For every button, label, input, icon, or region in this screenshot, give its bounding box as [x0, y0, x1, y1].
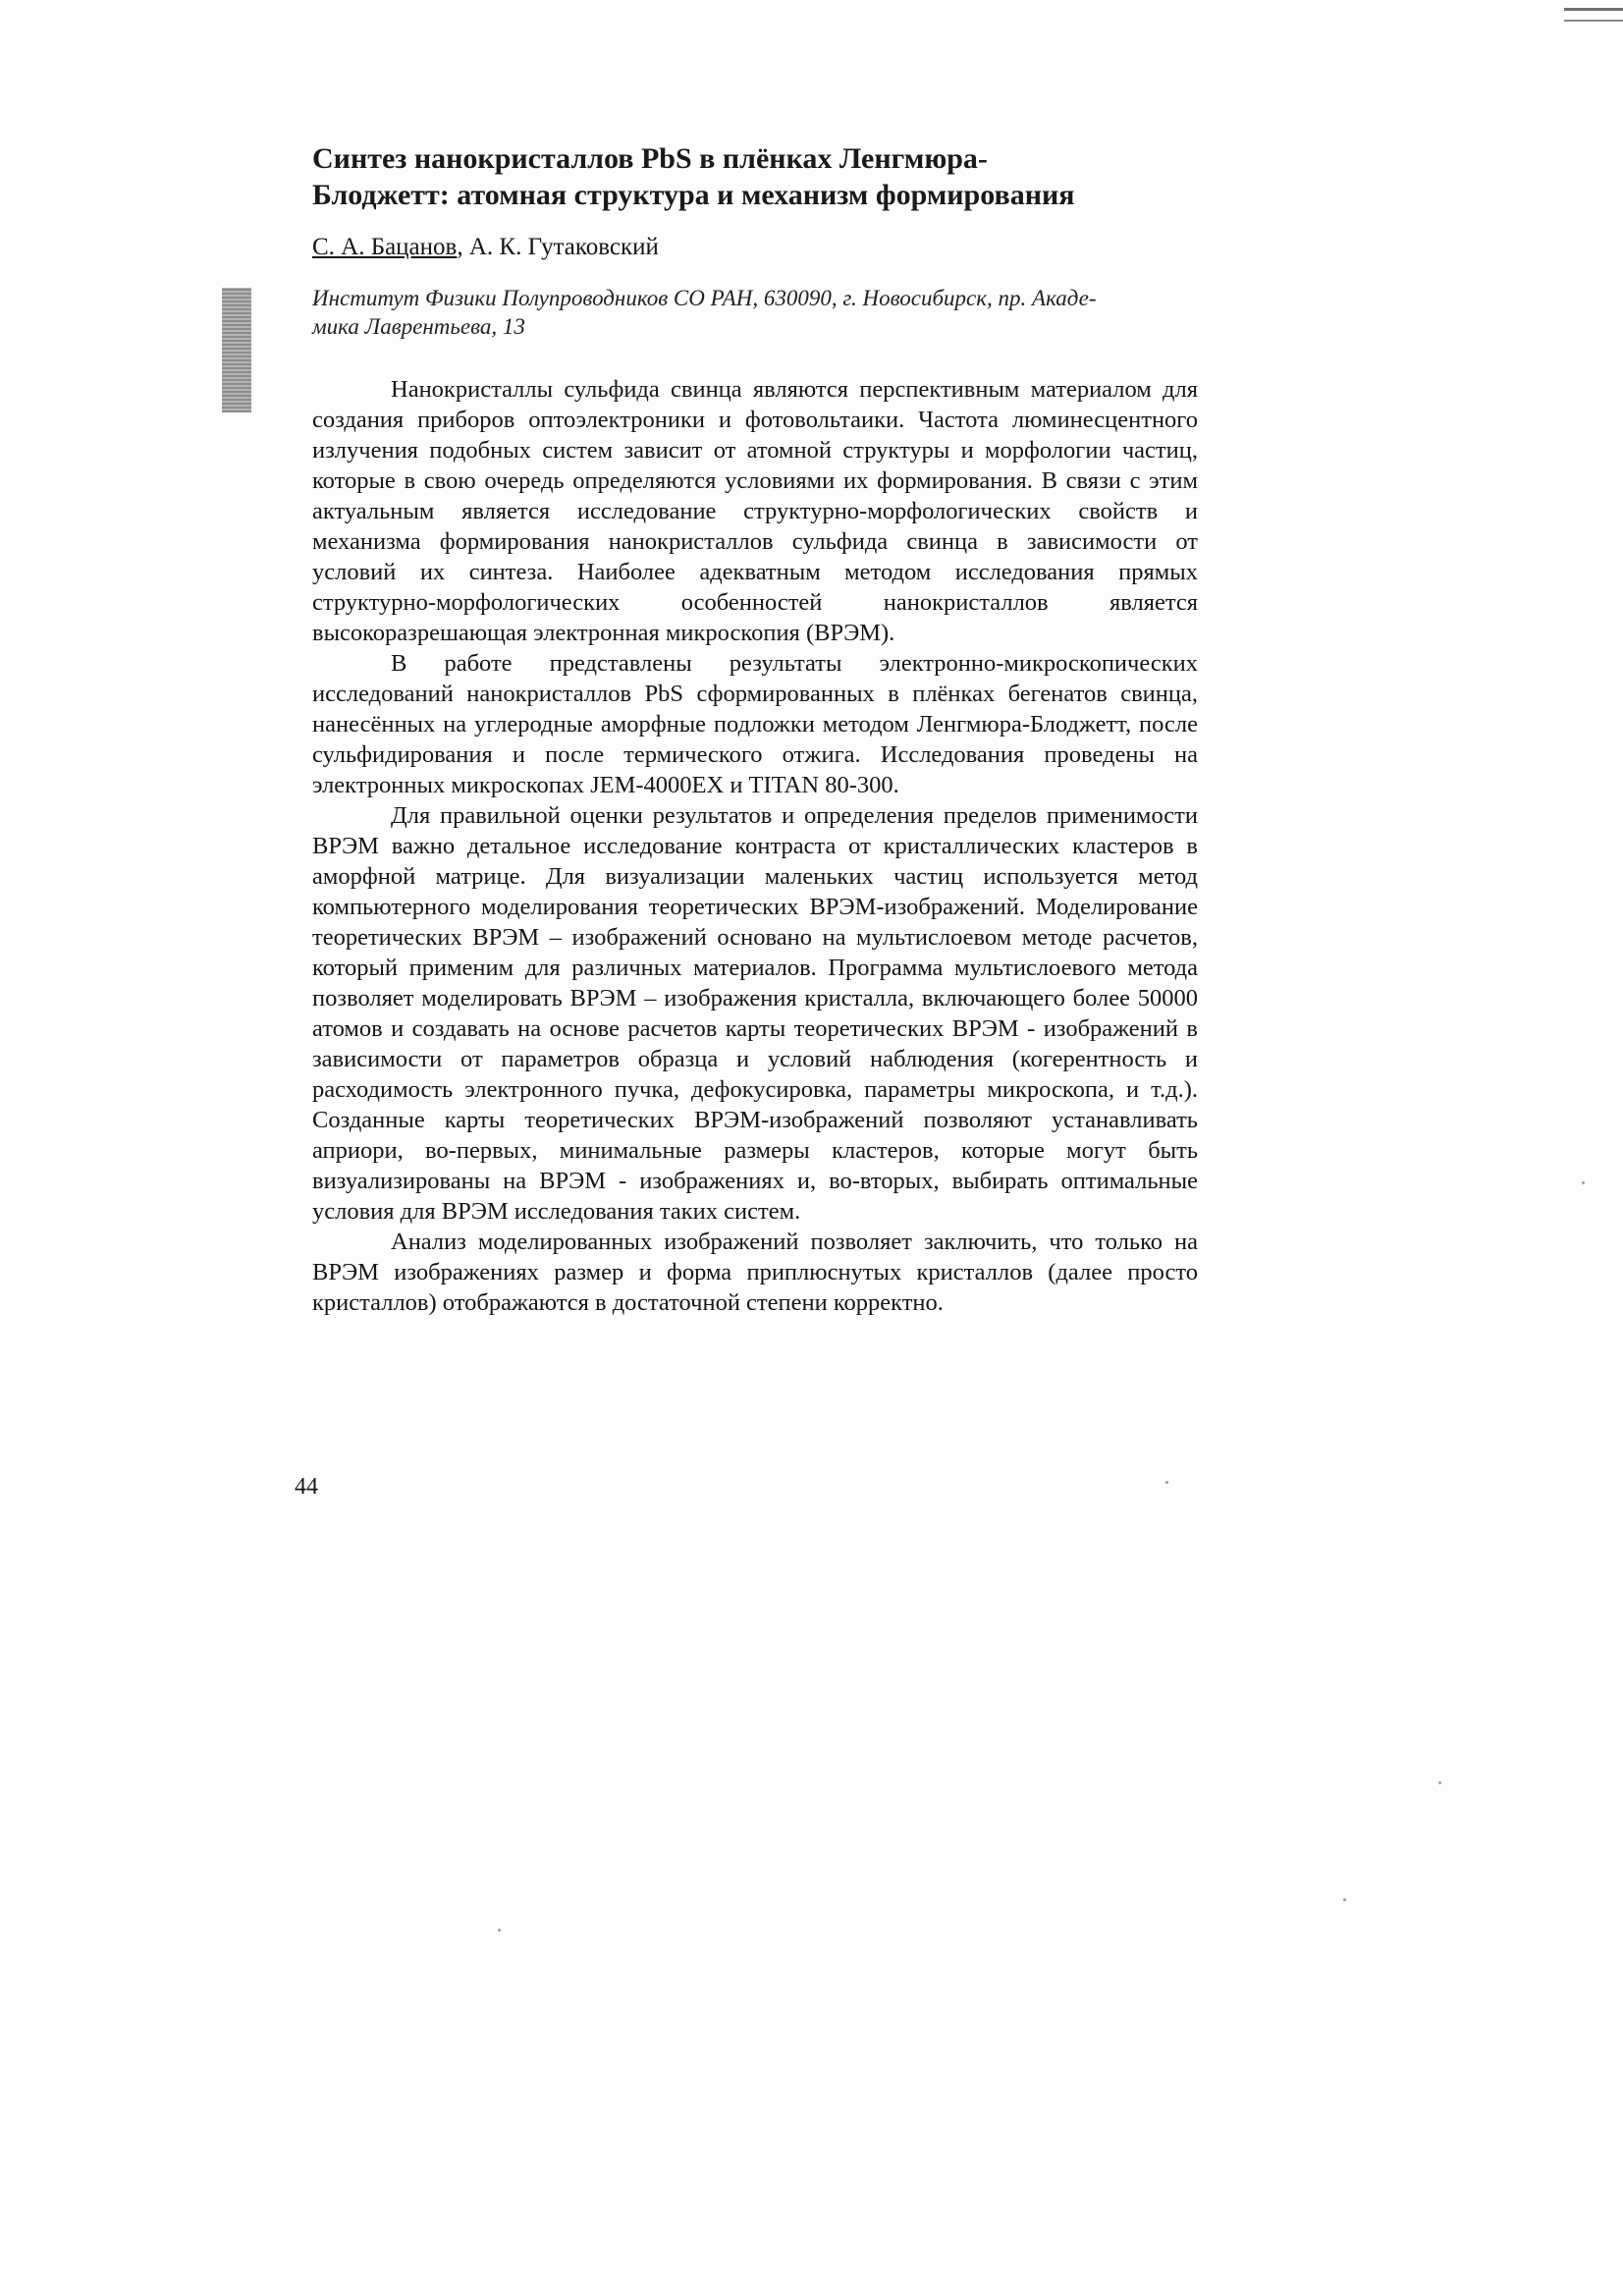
affiliation [312, 284, 1198, 341]
scan-edge-line [1564, 8, 1623, 11]
body-paragraph: Анализ моделированных изображений позволяет заключить, что только на ВРЭМ изображениях размер и форма приплюснутых кристаллов (далее просто кристаллов) отображаются в достаточной степени корректно. [312, 1229, 1198, 1316]
scan-speck [1582, 1181, 1585, 1184]
body-paragraph: Нанокристаллы сульфида свинца являются перспективным материалом для создания приборов оптоэлектроники и фотовольтаики. Частота люминесцентного излучения подобных систем зависит от атомной структуры и морфологии частиц, которые в свою очередь определяются условиями их формирования. В связи с этим актуальным является исследование структурно-морфологических свойств и механизма формирования нанокристаллов сульфида свинца в зависимости от условий их синтеза. Наиболее адекватным методом исследования прямых структурно-морфологических особенностей нанокристаллов является высокоразрешающая электронная микроскопия (ВРЭМ). [312, 376, 1198, 646]
scan-speck [1343, 1898, 1346, 1901]
article-content [312, 140, 1198, 1318]
scan-speck [1165, 1481, 1168, 1484]
body-paragraph: Для правильной оценки результатов и определения пределов применимости ВРЭМ важно детальное исследование контраста от кристаллических кластеров в аморфной матрице. Для визуализации маленьких частиц используется метод компьютерного моделирования теоретических ВРЭМ-изображений. Моделирование теоретических ВРЭМ – изображений основано на мультислоевом методе расчетов, который применим для различных материалов. Программа мультислоевого метода позволяет моделировать ВРЭМ – изображения кристалла, включающего более 50000 атомов и создавать на основе расчетов карты теоретических ВРЭМ - изображений в зависимости от параметров образца и условий наблюдения (когерентность и расходимость электронного пучка, дефокусировка, параметры микроскопа, и т.д.). Созданные карты теоретических ВРЭМ-изображений позволяют устанавливать априори, во-первых, минимальные размеры кластеров, которые могут быть визуализированы на ВРЭМ - изображениях и, во-вторых, выбирать оптимальные условия для ВРЭМ исследования таких систем. [312, 802, 1198, 1225]
scan-edge-line [1564, 20, 1623, 22]
article-body [312, 374, 1198, 1318]
article-title [312, 140, 1198, 213]
author-list [312, 233, 1198, 262]
page-number: 44 [295, 1474, 318, 1500]
margin-bar-mark [222, 288, 251, 412]
affiliation-line: мика Лаврентьева, 13 [312, 314, 525, 339]
coauthor: А. К. Гутаковский [468, 234, 659, 260]
affiliation-line: Институт Физики Полупроводников СО РАН, 630090, г. Новосибирск, пр. Акаде- [312, 286, 1097, 310]
title-line: Блоджетт: атомная структура и механизм формирования [312, 179, 1075, 211]
author-separator: , [457, 234, 469, 260]
scan-speck [498, 1929, 501, 1932]
presenting-author: С. А. Бацанов [312, 234, 458, 260]
scan-speck [1438, 1781, 1441, 1784]
title-line: Синтез нанокристаллов PbS в плёнках Ленгмюра- [312, 142, 988, 175]
body-paragraph: В работе представлены результаты электронно-микроскопических исследований нанокристаллов PbS сформированных в плёнках бегенатов свинца, нанесённых на углеродные аморфные подложки методом Ленгмюра-Блоджетт, после сульфидирования и после термического отжига. Исследования проведены на электронных микроскопах JEM-4000EX и TITAN 80-300. [312, 650, 1198, 798]
scan-edge-marks [1564, 8, 1623, 30]
